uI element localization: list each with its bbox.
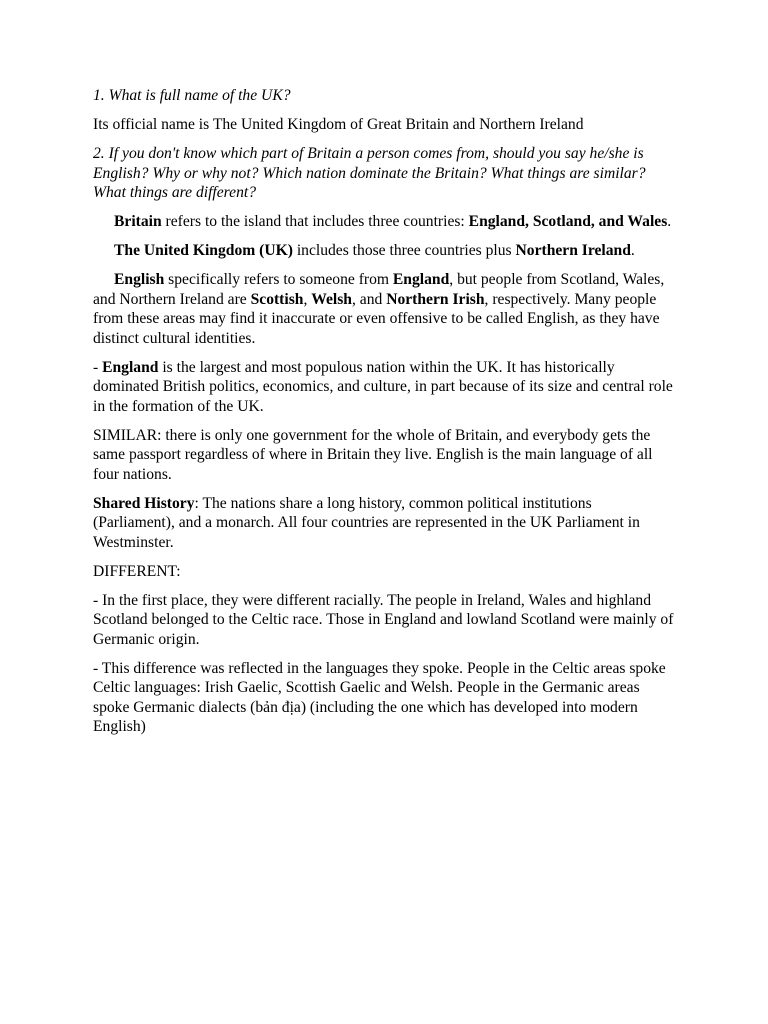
britain-text: refers to the island that includes three countries:: [161, 213, 469, 230]
uk-paragraph: [93, 241, 676, 261]
england-para-text: is the largest and most populous nation within the UK. It has historically dominated British politics, economics, and culture, in part because of its size and central role in the formation of the UK.: [93, 358, 673, 415]
similar-paragraph: SIMILAR: there is only one government for the whole of Britain, and everybody gets the same passport regardless of where in Britain they live. English is the main language of all four nations.: [93, 426, 653, 483]
different-paragraph-1: - In the first place, they were different racially. The people in Ireland, Wales and highland Scotland belonged to the Celtic race. Those in England and lowland Scotland were mainly of Germanic origin.: [93, 591, 674, 648]
english-text-3: ,: [303, 290, 312, 308]
english-text-2: , but people from Scotland, Wales, and Northern Ireland are: [93, 271, 665, 308]
different-paragraph-2: - This difference was reflected in the languages they spoke. People in the Celtic areas spoke Celtic languages: Irish Gaelic, Scottish Gaelic and Welsh. People in the Germanic areas spoke Germanic dialects (bản địa) (including the one which has developed into modern English): [93, 659, 666, 735]
scottish-term: Scottish: [250, 290, 304, 308]
english-term: English: [114, 271, 165, 288]
uk-end: .: [630, 242, 635, 259]
northern-irish-term: Northern Irish: [386, 290, 485, 308]
different-heading: DIFFERENT:: [93, 562, 181, 580]
britain-countries: England, Scotland, and Wales: [468, 213, 668, 230]
shared-history-term: Shared History: [93, 494, 195, 512]
britain-end: .: [667, 213, 672, 230]
english-text-5: , respectively. Many people from these areas may find it inaccurate or even offensive to be called English, as they have distinct cultural identities.: [93, 290, 660, 347]
england-prefix: -: [93, 358, 103, 376]
english-text-1: specifically refers to someone from: [164, 271, 393, 288]
britain-paragraph: [93, 212, 676, 232]
english-paragraph: [93, 270, 676, 348]
uk-text: includes those three countries plus: [292, 242, 516, 259]
welsh-term: Welsh: [311, 290, 352, 308]
england-paragraph: [93, 358, 676, 417]
shared-history-text: : The nations share a long history, common political institutions (Parliament), and a monarch. All four countries are represented in the UK Parliament in Westminster.: [93, 494, 640, 551]
answer-1: Its official name is The United Kingdom of Great Britain and Northern Ireland: [93, 116, 584, 133]
england-para-term: England: [102, 358, 159, 376]
question-1: 1. What is full name of the UK?: [93, 87, 291, 104]
english-text-4: , and: [351, 290, 387, 308]
question-2: 2. If you don't know which part of Britain a person comes from, should you say he/she is English? Why or why not? Which nation dominate the Britain? What things are similar? What things are different?: [93, 145, 646, 201]
uk-term: The United Kingdom (UK): [114, 242, 293, 259]
england-term: England: [392, 271, 450, 288]
shared-history-paragraph: [93, 494, 676, 553]
britain-term: Britain: [114, 213, 162, 230]
uk-extra: Northern Ireland: [515, 242, 631, 259]
